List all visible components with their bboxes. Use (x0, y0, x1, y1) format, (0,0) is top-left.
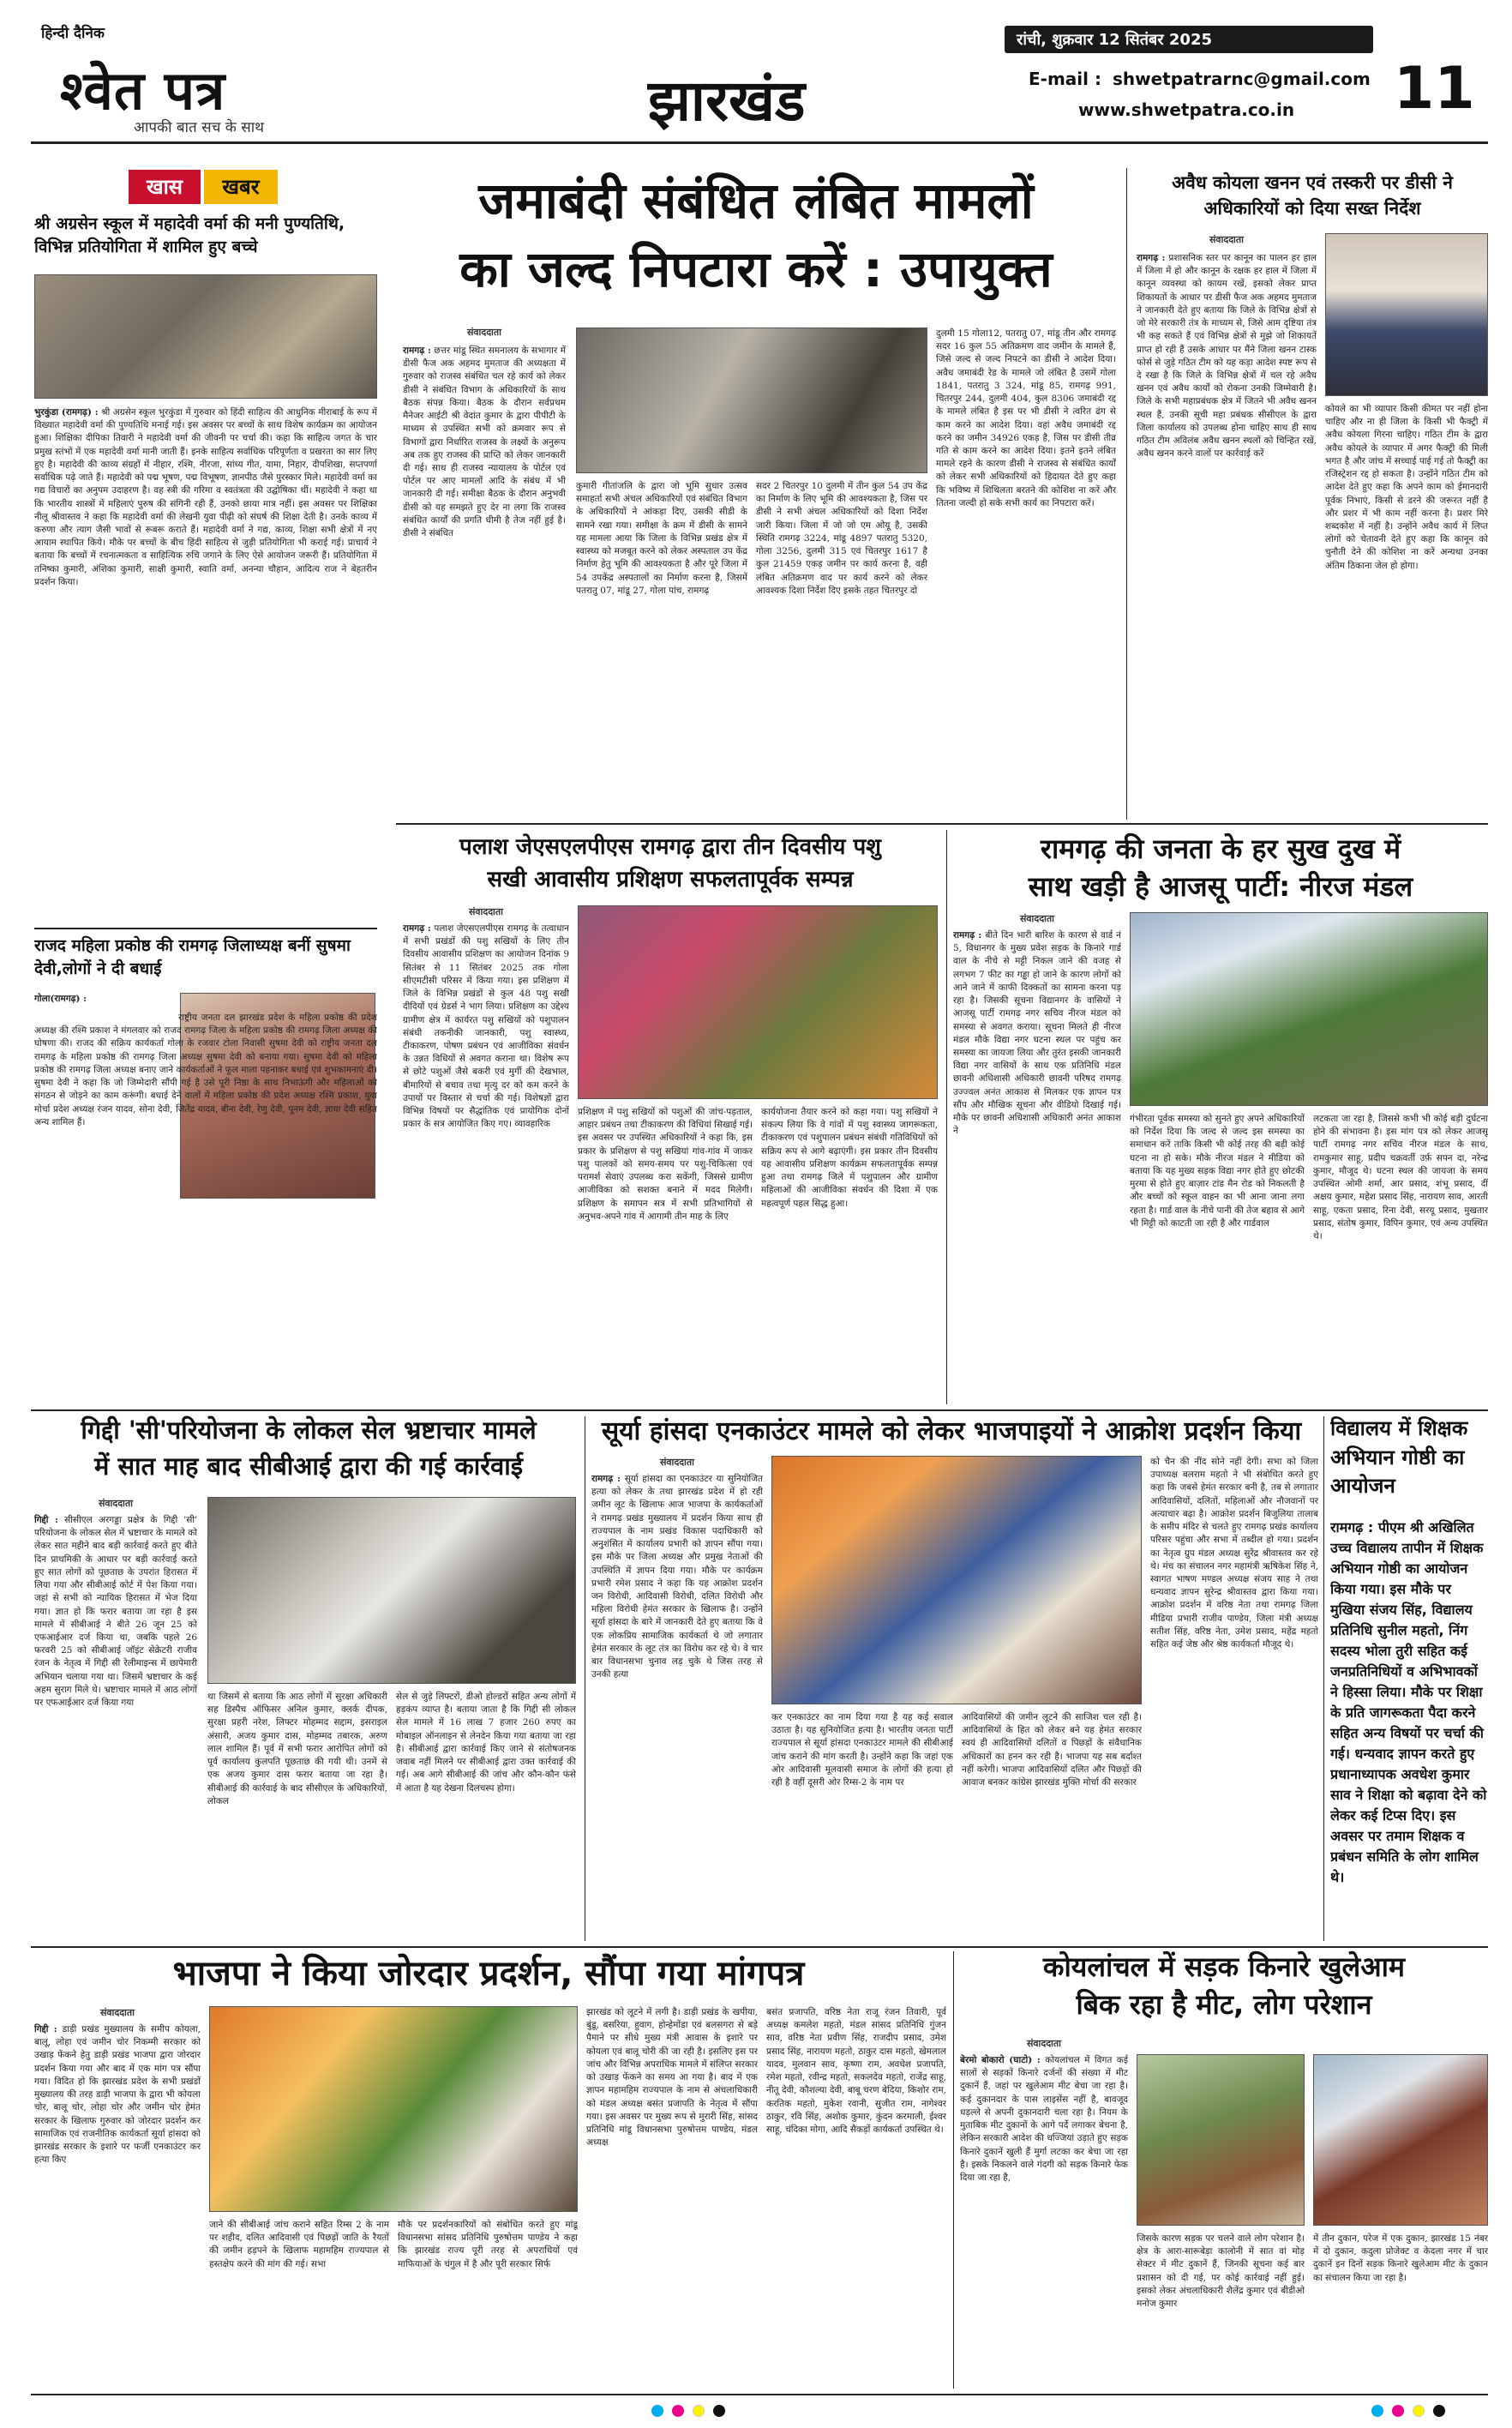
lead-col3: सदर 2 चितरपुर 10 दुलमी में तीन कुल 54 उप केंद्र का निर्माण के लिए भूमि की आवश्यकता है, जिस पर डीसी ने सभी अंचल अधिकारियों को दिशा निर्देश जारी किया। जिला में जो जो एम ओयू है, उसकी स्थिति रामगढ़ 3224, मांडू 4897 पतरातु 5320, गोला 3256, दुलमी 315 एवं चितरपुर 1617 है कुल 21459 एकड़ जमीन पर कार्य करना है, वही लंबित अतिक्रमण वाद पर कार्य करने को लेकर आवश्यक दिशा निर्देश दिए इसके तहत चितरपुर दो (756, 481, 927, 596)
article-b-body: राष्ट्रीय जनता दल झारखंड प्रदेश के महिला प्रकोष्ठ की प्रदेश अध्यक्ष की रश्मि प्रकाश ने मंगलवार को राजद रामगढ़ जिला के महिला प्रकोष्ठ की रामगढ़ जिला अध्यक्ष की घोषणा की। राजद की सक्रिय कार्यकर्ता गोला के रजवार टोला निवासी सुषमा देवी को राष्ट्रीय जनता दल रामगढ़ के महिला प्रकोष्ठ की रामगढ़ जिला अध्यक्ष सुषमा देवी को बनाया गया। सुषमा देवी को महिला प्रकोष्ठ की रामगढ़ जिला अध्यक्ष बनाए जाने कार्यकर्ताओं ने फूल माला पहनाकर बधाई एवं शुभकामनाएं दी। सुषमा देवी ने कहा कि जो जिम्मेदारी सौंपी गई है उसे पूरी निष्ठा के साथ निभाऊंगी और महिलाओं को संगठन से जोड़ने का काम करूंगी। बधाई देने वालों में महिला प्रकोष्ठ की प्रदेश अध्यक्ष रश्मि प्रकाश, युवा मोर्चा प्रदेश अध्यक्ष रंजन यादव, सोना देवी, जितेंद्र यादव, बीना देवी, रेणु देवी, पूनम देवी, ज्ञाया देवी सहित अन्य शामिल हैं। (34, 1013, 377, 1127)
surya-headline: सूर्या हांसदा एनकाउंटर मामले को लेकर भाजपाइयों ने आक्रोश प्रदर्शन किया (601, 1416, 1302, 1446)
bjp-col2: जाने की सीबीआई जांच कराने सहित रिम्स 2 के नाम पर शहीद, दलित आदिवासी एवं पिछड़ों जाति के रैयतों की जमीन हड़पने के खिलाफ महामहिम राज्यपाल से हस्तक्षेप करने की मांग की गई। सभा (209, 2220, 389, 2269)
dc-byline: संवाददाता (1209, 234, 1245, 245)
bjp-col1-text: डाड़ी प्रखंड मुख्यालय के समीप कोयला, बालू, लोहा एवं जमीन चोर निकम्मी सरकार को उखाड़ फेंकने हेतु डाड़ी प्रखंड भाजपा द्वारा जोरदार प्रदर्शन किया गया और बाद में एक मांग पत्र सौंपा गया। विदित हो कि झारखंड प्रदेश के सभी प्रखंडों मुख्यालय की तरह डाड़ी भाजपा के द्वारा भी कोयला चोर, बालू चोर, लोहा चोर और जमीन चोर हेमंत सरकार के खिलाफ गुरुवार को जोरदार प्रदर्शन कर सामाजिक एवं राजनीतिक कार्यकर्ता सूर्या हांसदा को झारखंड सरकार के इशारे पर फर्जी एनकाउंटर कर हत्या किए (34, 2024, 201, 2166)
meat-col2: जिसके कारण सड़क पर चलने वाले लोग परेशान है। क्षेत्र के आरा-सारूबेड़ा कालोनी में सात वां मोड़ सेक्टर में मीट दुकानें हैं, जिनकी सूचना कई बार प्रशासन को दी गई, पर कोई कार्रवाई नहीं हुई। इसको लेकर अंचलाधिकारी शैलेंद्र कुमार एवं बीडीओ मनोज कुमार (1137, 2233, 1305, 2310)
surya-lead: रामगढ़ : (591, 1474, 621, 1484)
registration-dot-8 (1433, 2405, 1445, 2417)
tag-khabar: खबर (204, 170, 278, 204)
article-a-text: श्री अग्रसेन स्कूल भुरकुंडा में गुरुवार को हिंदी साहित्य की आधुनिक मीराबाई के रूप में विख्यात महादेवी वर्मा की पुण्यतिथि मनाई गई। इस अवसर पर बच्चों के साथ विशेष कार्यक्रम का आयोजन हुआ। शिक्षिका दीपिका तिवारी ने महादेवी वर्मा की जीवनी पर चर्चा की। कहा कि साहित्य जगत के चार प्रमुख स्तंभों में एक महादेवी वर्मा मानी जाती हैं। इनके साहित्य सर्वाधिक परिपूर्णता व प्रखरता का सार लिए हुए है। महादेवी की काव्य संग्रहों में नीहार, रश्मि, नीरजा, सांध्य गीत, यामा, निहार, दीपशिखा, सप्तपर्णा सर्वाधिक पढ़े जाते हैं। महादेवी को पद्म भूषण, पद्म विभूषण, ज्ञानपीठ जैसे पुरस्कार मिले। महादेवी वर्मा का गद्य विचारों का अनुपम उदाहरण है। वह स्त्री की गरिमा व स्वतंत्रता की उद्घोषिका थीं। महादेवी ने कहा था कि भारतीय शास्त्रों में महिलाएं पुरुष की संगिनी रही हैं, उनको छाया मात्र नहीं। इस अवसर पर शिक्षिका नीलू श्रीवास्तव ने कहा कि महादेवी वर्मा की लेखनी युवा पीढ़ी को संघर्ष की शिक्षा देती है। उनके काव्य में करुणा और त्याग जैसी भावों से रूबरू कराते हैं। महादेवी वर्मा ने गद्य, काव्य, शिक्षा सभी क्षेत्रों में नए आयाम स्थापित किये। मौके पर बच्चों के बीच हिंदी साहित्य से जुड़ी प्रतियोगिता भी कराई गई। प्राचार्य ने बताया कि बच्चों में रचनात्मकता व साहित्यिक रुचि जगाने के लिए ऐसे आयोजन जरूरी हैं। प्रतियोगिता में तनिष्का कुमारी, अंशिका कुमारी, साक्षी कुमारी, स्वाति वर्मा, अनन्या चौहान, आदित्य राज ने बेहतरीन प्रदर्शन किया। (34, 407, 377, 587)
ajsu-lead: रामगढ़ : (953, 930, 982, 941)
bjp-lead: गिद्दी : (34, 2024, 57, 2034)
giddi-col2: था जिसमें से बताया कि आठ लोगों में सुरक्षा अधिकारी सह डिस्पैच ऑफिसर अनिल कुमार, क्लर्क दीपक, सुरक्षा प्रहरी नरेश, लिफ्टर मोहम्मद सद्दाम, इसराइल अंसारी, अजय कुमार दास, मोहम्मद तबारक, अरुण लाल शामिल हैं। पूर्व में सभी फरार आरोपित लोगों को पूर्व कार्यालय कुलपति पूछताछ की गयी थी। उनमें से एक अजय कुमार दास फरार बताया जा रहा है। सीबीआई की कार्रवाई के बाद सीसीएल के अधिकारियों, लोकल (207, 1692, 387, 1806)
meat-headline-line1: कोयलांचल में सड़क किनारे खुलेआम (1042, 1950, 1406, 1983)
masthead-label-top: हिन्दी दैनिक (41, 25, 105, 42)
registration-marks-right (1371, 2404, 1454, 2420)
meat-col3: में तीन दुकान, परेज में एक दुकान, झारखंड 15 नंबर में दो दुकान, कदुला प्रोजेक्ट व केदला नगर में चार दुकानें इन दिनों सड़क किनारे खुलेआम मीट के दुकान का संचालन किया जा रहा है। (1313, 2233, 1488, 2283)
registration-dot-3 (693, 2405, 705, 2417)
bjp-byline: संवाददाता (99, 2007, 135, 2018)
giddi-lead: गिद्दी : (34, 1515, 58, 1525)
ajsu-col2: गंभीरता पूर्वक समस्या को सुनते हुए अपने अधिकारियों को निर्देश दिया कि जल्द से जल्द इस समस्या का समाधान करें ताकि किसी भी कोई तरह की बड़ी कोई घटना ना हो सके। मौके नीरज मंडल ने मीडिया को बताया कि यह मुख्य सड़क विद्या नगर होते हुए छोटकी मुरमा से होते हुए बाज़ार टांड मैन रोड को निकलती है और बच्चों को स्कूल वाहन का भी आना जाना लगा रहता है। गार्ड वाल के नीचे पानी की तेज बहाव से आगे भी मिट्टी को काटती जा रही है और गार्डवाल (1130, 1114, 1305, 1229)
surya-photo (771, 1456, 1142, 1704)
surya-col1-text: सूर्या हांसदा का एनकाउंटर या सुनियोजित हत्या को लेकर के तथा झारखंड प्रदेश में हो रही जमीन लूट के खिलाफ आज भाजपा के कार्यकर्ताओं ने रामगढ़ प्रखंड मुख्यालय में प्रदर्शन किया साथ ही राज्यपाल के नाम प्रखंड विकास पदाधिकारी को अनुशंसित में कार्यालय प्रभारी को ज्ञापन सौंपा गया। इस मौके पर जिला अध्यक्ष और प्रमुख नेताओं की उपस्थिति में ज्ञापन दिया गया। मौके पर कार्यक्रम प्रभारी रमेश प्रसाद ने कहा कि यह आक्रोश प्रदर्शन जन विरोधी, आदिवासी विरोधी, दलित विरोधी और महिला विरोधी हेमंत सरकार के खिलाफ है। उन्होंने सूर्या हांसदा के बारे में जानकारी देते हुए बताया कि वे एक लोकप्रिय सामाजिक कार्यकर्ता थे जो लगातार हेमंत सरकार के लूट तंत्र का विरोध कर रहे थे। वे चार बार विधानसभा चुनाव लड़ चुके थे जिस तरह से उनकी हत्या (591, 1474, 763, 1680)
giddi-col1 (34, 1514, 197, 1941)
palash-photo (578, 905, 938, 1099)
meat-col1 (960, 2054, 1128, 2387)
lead-headline-line2: का जल्द निपटारा करें : उपायुक्त (459, 240, 1053, 298)
ajsu-col1 (953, 929, 1121, 1403)
palash-col3: कार्ययोजना तैयार करने को कहा गया। पशु सखियों ने संकल्प लिया कि वे गांवों में पशु स्वास्थ्य जागरूकता, टीकाकरण एवं पशुपालन प्रबंधन संबंधी गतिविधियों को सक्रिय रूप से आगे बढ़ाएंगी। इस प्रकार तीन दिवसीय यह आवासीय प्रशिक्षण कार्यक्रम सफलतापूर्वक सम्पन्न हुआ तथा रामगढ़ जिले में पशुपालन और ग्रामीण महिलाओं की आजीविका संवर्धन की दिशा में एक महत्वपूर्ण पहल सिद्ध हुआ। (761, 1107, 938, 1209)
palash-col2: प्रशिक्षण में पशु सखियों को पशुओं की जांच-पड़ताल, आहार प्रबंधन तथा टीकाकरण की विधियां सिखाई गई। इस अवसर पर उपस्थित अधिकारियों ने कहा कि, इस प्रकार के प्रशिक्षण से पशु सखियां गांव-गांव में जाकर पशु पालकों को समय-समय पर पशु-चिकित्सा एवं परामर्श सेवाएं उपलब्ध करा सकेंगी, जिससे ग्रामीण आजीविका को सशक्त बनाने में मदद मिलेगी। प्रशिक्षण के समापन सत्र में सभी प्रतिभागियों से अनुभव-अपने गांव में आगामी तीन माह के लिए (578, 1107, 753, 1222)
footer-rule (31, 2394, 1488, 2395)
palash-col1 (403, 923, 569, 1403)
lead-col4: दुलमी 15 गोला12, पतरातु 07, मांडू तीन और रामगढ़ सदर 16 कुल 55 अतिक्रमण वाद जमीन के मामले हैं, जिसे जल्द से जल्द निपटने का डीसी ने आदेश दिया। अवैध जमाबंदी रेड के मामले जो लंबित है उसमें गोला 1841, पतरातु 3 324, मांडू 85, रामगढ़ 991, चितरपुर 244, दुलमी 404, कुल 8306 जमाबंदी रद्द के मामले लंबित है इस पर भी डीसी ने त्वरित ढंग से काम करने का आदेश दिया। वहां अवैध जमाबंदी रद्द करने का जमीन 34926 एकड़ है, जिस पर डीसी तीव्र गति से काम करने का आदेश दिया। इतने इतने लंबित मामले रहने के कारण डीसी ने राजस्व से संबंधित कार्यों को लेकर सभी अधिकारियों को हिदायत देते हुए कहा कि भविष्य में शिथिलता बरतने की कोशिश ना करें और तितना जल्दी हो सके सभी कार्य का निपटारा करें। (936, 328, 1116, 508)
surya-byline: संवाददाता (659, 1457, 695, 1468)
ajsu-vert-rule (946, 830, 947, 1404)
bjp-photo (209, 2006, 578, 2212)
website-link[interactable]: www.shwetpatra.co.in (1078, 99, 1295, 120)
left-divider (34, 928, 377, 929)
lead-byline: संवाददाता (466, 327, 502, 338)
masthead-tagline: आपकी बात सच के साथ (134, 119, 265, 136)
meat-dateline: बेरमो बोकारो (घाटो) : (960, 2055, 1041, 2065)
ajsu-headline-line2: साथ खड़ी है आजसू पार्टी: नीरज मंडल (1028, 870, 1413, 903)
email-link[interactable]: shwetpatrarnc@gmail.com (1113, 69, 1371, 89)
ajsu-headline-line1: रामगढ़ की जनता के हर सुख दुख में (1040, 832, 1401, 865)
ajsu-byline: संवाददाता (1019, 913, 1055, 924)
palash-col1-text: पलाश जेएसएलपीएस रामगढ़ के तत्वाधान में सभी प्रखंडों की पशु सखियों के लिए तीन दिवसीय आवासीय प्रशिक्षण का आयोजन दिनांक 9 सितंबर से 11 सितंबर 2025 तक गोला सीएमटीसी परिसर में किया गया। इस प्रशिक्षण में जिले के विभिन्न प्रखंडों से कुल 48 पशु सखी दीदियों एवं ग्रेडर्स ने भाग लिया। प्रशिक्षण का उद्देश्य ग्रामीण क्षेत्र में कार्यरत पशु सखियों को पशुपालन संबंधी तकनीकी जानकारी, पशु स्वास्थ्य, टीकाकरण, पोषण प्रबंधन एवं आजीविका संवर्धन के उन्नत विधियों से अवगत कराना था। विशेष रूप से छोटे पशुओं जैसे बकरी एवं मुर्गी की देखभाल, बीमारियों से बचाव तथा मृत्यु दर को कम करने के उपायों पर विस्तार से चर्चा की गई। विशेषज्ञों द्वारा विभिन्न विषयों पर सैद्धांतिक एवं प्रायोगिक दोनों प्रकार के सत्र आयोजित किए गए। व्यावहारिक (403, 923, 569, 1130)
bjp-col5: बसंत प्रजापति, वरिष्ठ नेता राजू रंजन तिवारी, पूर्व अध्यक्ष कमलेश महतो, मंडल सांसद प्रतिनिधि गुंजन साव, वरिष्ठ नेता प्रवीण सिंह, राजदीप प्रसाद, उमेश प्रसाद सिंह, नारायण महतो, ठाकुर दास महतो, खेमलाल यादव, मुलवान साव, कृष्णा राम, अवधेश प्रजापति, रमेश महतो, रवीन्द्र महतो, सकलदेव महतो, राजेंद्र साहू, नीतू देवी, कौशल्या देवी, बाबू चरण बेदिया, किशोर राम, करतिक महतो, मुकेश रवानी, सुजीत राम, नागेश्वर ठाकुर, रवि सिंह, अशोक कुमार, कुंदन करमाली, ईश्वर साहू, चंदिका मोगा, आदि सैकड़ों कार्यकर्ता उपस्थित थे। (766, 2007, 946, 2135)
giddi-col1-text: सीसीएल अरगड्डा प्रक्षेत्र के गिद्दी 'सी' परियोजना के लोकल सेल में भ्रष्टाचार के मामले को लेकर सात महीने बाद बड़ी कार्रवाई करते हुए बीते दिन प्राथमिकी के आधार पर बड़ी कार्रवाई करते हुए सात लोगों को पूछताछ के उपरांत हिरासत में लिया गया और सीबीआई कोर्ट में पेश किया गया। जहां से सभी को न्यायिक हिरासत में भेज दिया गया। ज्ञात हो कि फरार बताया जा रहा है इस मामले में सीबीआई ने बीते 26 जून 25 को एफआईआर दर्ज किया था, जबकि पहले 26 फरवरी 25 को सीबीआई जॉइंट सेक्रेटरी राजीव रंजन के नेतृत्व में गिद्दी सी रेलीमाइन्स में छापेमारी अभियान चलाया गया था। जिसमें भ्रष्टाचार के कई अहम सुराग मिले थे। भ्रष्टाचार मामले में आठ लोगों पर एफआईआर दर्ज किया गया (34, 1515, 197, 1709)
registration-dot-2 (672, 2405, 684, 2417)
registration-dot-4 (713, 2405, 725, 2417)
registration-marks-left (651, 2404, 734, 2420)
dc-lead: रामगढ़ : (1137, 253, 1166, 263)
meat-col1-text: कोयलांचल में विगत कई सालों से सड़कों किनारे दर्जनों की संख्या में मीट दुकानें हैं, जहां पर खुलेआम मीट बेचा जा रहा है। कई दुकानदार के पास लाइसेंस नहीं है, बावजूद धड़ल्ले से अपनी दुकानदारी चला रहा है। नियम के मुताबिक मीट दुकानों के आगे पर्दे लगाकर बेचना है, लेकिन सरकारी आदेश की धज्जियां उड़ाते हुए सड़क किनारे दुकानें खुली हैं मुर्गा लटका कर बेचा जा रहा है। इसके निकलने वाले गंदगी को सड़क किनारे फेक दिया जा रहा है, (960, 2055, 1128, 2183)
bjp-headline: भाजपा ने किया जोरदार प्रदर्शन, सौंपा गया मांगपत्र (172, 1954, 805, 1993)
bjp-col1 (34, 2023, 201, 2387)
khas-khabar-tag (129, 170, 278, 204)
right-vert-rule (1126, 168, 1127, 820)
lead-photo (576, 328, 927, 473)
ajsu-col3: लटकता जा रहा है, जिससे कभी भी कोई बड़ी दुर्घटना होने की संभावना है। इस मांग पत्र को लेकर आजसू पार्टी रामगढ़ नगर सचिव नीरज मंडल के साथ, रामकुमार साहू, प्रदीप चक्रवर्ती उर्फ़ सपन दा, नरेन्द्र कुमार, मौजूद थे। घटना स्थल की जायजा के समय उपस्थित ओमी शर्मा, आर प्रसाद, शंभू प्रसाद, दीं अक्षय कुमार, महेश प्रसाद सिंह, नारायण साव, आरती साहू, एकता प्रसाद, रिना देवी, सरयू प्रसाद, मुखतार प्रसाद, संतोष कुमार, विपिन कुमार, एवं अन्य उपस्थित थे। (1313, 1114, 1488, 1241)
article-a-body (34, 406, 377, 921)
dc-headline: अवैध कोयला खनन एवं तस्करी पर डीसी ने अधिकारियों को दिया सख्त निर्देश (1172, 172, 1453, 219)
surya-col4: को चैन की नींद सोने नहीं देगी। सभा को जिला उपाध्यक्ष बलराम महतो ने भी संबोधित करते हुए कहा कि जबसे हेमंत सरकार बनी है, तब से लगातार आदिवासियों, दलितों, महिलाओं और नौजवानों पर अत्याचार बढ़ा है। आक्रोश प्रदर्शन बिजुलिया तालाब के समीप मंदिर से चलते हुए रामगढ़ प्रखंड कार्यालय परिसर पहुंचा और सभा में तब्दील हो गया। प्रदर्शन का नेतृत्व ग्रुप मंडल अध्यक्ष सुरेंद्र श्रीवास्तव कर रहे थे। मंच का संचालन नगर महामंत्री ऋषिकेश सिंह ने, स्वागत भाषण मण्डल अध्यक्ष संजय साह ने तथा धन्यवाद ज्ञापन सुरेन्द्र श्रीवास्तव द्वारा किया गया। आक्रोश प्रदर्शन में वरिष्ठ नेता तथा रामगढ़ जिला मीडिया प्रभारी राजीव पाण्डेय, जिला मंत्री अध्यक्ष सतीश सिंह, वरिष्ठ नेता, उमेश प्रसाद, महेंद्र महतो सहित कई जेष्ठ और श्रेष्ठ कार्यकर्ता मौजूद थे। (1150, 1457, 1318, 1650)
email-label: E-mail : (1029, 69, 1101, 89)
section-title: झारखंड (648, 68, 806, 134)
article-a-headline: श्री अग्रसेन स्कूल में महादेवी वर्मा की मनी पुण्यतिथि, विभिन्न प्रतियोगिता में शामिल हुए बच्चे (34, 214, 345, 256)
palash-top-rule (396, 823, 1488, 825)
dc-photo (1325, 233, 1488, 396)
dc-col1 (1137, 252, 1317, 814)
giddi-byline: संवाददाता (98, 1498, 134, 1509)
dateline: रांची, शुक्रवार 12 सितंबर 2025 (1017, 31, 1212, 49)
giddi-photo (207, 1497, 576, 1684)
vidyalaya-text: पीएम श्री अखिलित उच्च विद्यालय तापीन में शिक्षक अभियान गोष्ठी का आयोजन किया गया। इस मौके पर मुखिया संजय सिंह, विद्यालय प्रतिनिधि सुनील महतो, निंग सदस्य भोला तुरी सहित कई जनप्रतिनिधियों व अभिभावकों ने हिस्सा लिया। मौके पर शिक्षा के प्रति जागरूकता पैदा करने सहित अन्य विषयों पर चर्चा की गई। धन्यवाद ज्ञापन करते हुए प्रधानाध्यापक अवधेश कुमार साव ने शिक्षा को बढ़ावा देने को लेकर कई टिप्स दिए। इस अवसर पर तमाम शिक्षक व प्रबंधन समिति के लोग शामिल थे। (1330, 1519, 1487, 1885)
giddi-headline-line2: में सात माह बाद सीबीआई द्वारा की गई कार्रवाई (94, 1451, 523, 1481)
meat-vert-rule (953, 1951, 954, 2389)
registration-dot-1 (651, 2405, 663, 2417)
palash-byline: संवाददाता (468, 906, 504, 917)
page-number: 11 (1394, 55, 1475, 123)
meat-photo-1 (1137, 2054, 1305, 2226)
meat-photo-2 (1313, 2054, 1488, 2226)
article-a-photo (34, 274, 377, 399)
meat-byline: संवाददाता (1026, 2038, 1062, 2049)
lead-headline-line1: जमाबंदी संबंधित लंबित मामलों (478, 171, 1034, 230)
surya-col2: कर एनकाउंटर का नाम दिया गया है यह कई सवाल उठाता है। यह सुनियोजित हत्या है। भारतीय जनता पार्टी राज्यपाल से सूर्या हांसदा एनकाउंटर मामले की सीबीआई जांच कराने की मांग करती है। उन्होंने कहा कि जहां एक ओर आदिवासी मूलवासी समाज के लोगों की हत्या हो रही है वहीं दूसरी ओर रिम्स-2 के नाम पर (771, 1712, 953, 1788)
registration-dot-5 (1371, 2405, 1383, 2417)
giddi-headline-line1: गिद्दी 'सी'परियोजना के लोकल सेल भ्रष्टाचार मामले (81, 1415, 537, 1445)
tag-khas: खास (129, 170, 201, 204)
bjp-col4: झारखंड को लूटने में लगी है। डाड़ी प्रखंड के खपीया, बुंडू, बसरिया, हुवाग, होन्हेमोंडा एवं बलसगरा से बड़े पैमाने पर सीधे मुख्य मंत्री आवास के इशारे पर कोयला एवं बालू चोरी की जा रही है। इसलिए इस पर जांच और विभिन्न अपराधिक मामले में संलिप्त सरकार को उखाड़ फेंकने का समय आ गया है। बाद में एक ज्ञापन महामहिम राज्यपाल के नाम से अंचलाधिकारी को मंडल अध्यक्ष बसंत प्रजापति के नेतृत्व में सौंपा गया। इस अवसर पर मुख्य रूप से मुरारी सिंह, सांसद प्रतिनिधि मांडू विधानसभा पुरुषोत्तम पाण्डेय, मंडल अध्यक्ष (586, 2007, 758, 2149)
ajsu-photo (1130, 912, 1488, 1106)
lead-col1 (403, 345, 566, 808)
palash-headline-line2: सखी आवासीय प्रशिक्षण सफलतापूर्वक सम्पन्न (487, 867, 854, 892)
meat-headline-line2: बिक रहा है मीट, लोग परेशान (1076, 1988, 1372, 2021)
ajsu-col1-text: बीते दिन भारी बारिश के कारण से वार्ड नं 5, विधानगर के मुख्य प्रवेश सड़क के किनारे गार्ड वाल के नीचे से मट्टी निकल जाने की वजह से लगभग 7 फीट का गड्ढा हो जाने के कारण लोगों को आने जाने में काफी दिक्कतों का सामना करना पड़ रहा है। जिसकी सूचना विद्यानगर के वासियों ने आजसू पार्टी रामगढ़ नगर सचिव नीरज मंडल को समस्या से अवगत कराया। सूचना मिलते ही नीरज मंडल मौके विद्या नगर घटना स्थल पर पहुंच कर समस्या का जायजा लिया और तुरंत इसकी जानकारी विद्या नगर वासियों के साथ एक प्रतिनिधि मंडल छावनी अधिशासी अधिकारी छावनी परिषद रामगढ़ उज्ज्वल अनंत आकाश से मिलकर एक ज्ञापन पत्र सौंप और मौखिक सूचना और वीडियो दिखाई गई। मौके पर छावनी अधिशासी अधिकारी अनंत आकाश ने (953, 930, 1121, 1137)
surya-col1 (591, 1473, 763, 1941)
vidyalaya-body (1330, 1518, 1488, 1941)
article-b-lead: गोला(रामगढ़) : (34, 994, 87, 1004)
lead-col2: कुमारी गीतांजलि के द्वारा जो भूमि सुधार उत्सव समाहर्ता सभी अंचल अधिकारियों एवं संबंधित विभाग के अधिकारियों ने आंकड़ा दिए, उसकी सीडी के सामने रखा गया। समीक्षा के क्रम में डीसी के सामने यह मामला आया कि जिला के विभिन्न प्रखंड क्षेत्र में स्वास्थ्य को मजबूत करने को लेकर अस्पताल उप केंद्र निर्माण हेतु भूमि की आवश्यकता है और पूरे जिला में 54 उपकेंद्र अस्पतालों का निर्माण करना है, जिसमें पतरातु 07, मांडू 27, गोला पांच, रामगढ़ (576, 481, 747, 596)
lead-col1-text: छत्तर मांडू स्थित समनालय के सभागार में डीसी फैज अक अहमद मुमताज की अध्यक्षता में गुरुवार को राजस्व संबंधित चल रहे कार्य को लेकर डीसी ने संबंधित विभाग के अधिकारियों के साथ बैठक संपन्न किया। बैठक के दौरान सर्वप्रथम मैनेजर आईटी श्री वेदांत कुमार के द्वारा पीपीटी के माध्यम से उपस्थित सभी को क्रमवार रूप से विभागों द्वारा निर्धारित राजस्व के लक्ष्यों के अनुरूप अब तक हुए राजस्व की प्राप्ति को लेकर जानकारी दी गई। साथ ही राजस्व न्यायालय के पोर्टल एवं पोर्टल पर आए मामलों आदि के संबंध में भी जानकारी दी गई। समीक्षा बैठक के दौरान अनुभवी डीसी को यह समझते हुए देर ना लगा कि राजस्व संबंधित कार्यों की प्रगति धीमी है तेज नहीं हुई है। डीसी ने संबंधित (403, 346, 566, 539)
dc-col1-text: प्रशासनिक स्तर पर कानून का पालन हर हाल में जिला में हो और कानून के रक्षक हर हाल में जिला में कानून व्यवस्था को कायम रखें, इसको लेकर प्राप्त शिकायतों के आधार पर डीसी फैज अक अहमद मुमताज ने जानकारी देते हुए बताया कि जिले के विभिन्न क्षेत्रों से जो मेरे सरकारी तंत्र के माध्यम से, जिसे आम दृष्टिया तंत्र भी कह सकते हैं एवं विभिन्न क्षेत्रों से मुझे जो शिकायतें प्राप्त हो रही हैं उसके आधार पर मैंने जिला खनन टास्क फोर्स से जुड़े गठित टीम को यह कड़ा आदेश स्पष्ट रूप से दे रखा है कि जिले के विभिन्न क्षेत्रों में चल रहे अवैध खनन एवं अवैध कार्यों को रोकना उनकी जिम्मेवारी है। जिले के सभी महाप्रबंधक क्षेत्र में जितने भी अवैध खनन स्थल हैं, उनकी सूची महा प्रबंधक सीसीएल के द्वारा जिला कार्यालय को उपलब्ध होना चाहिए साथ ही साथ गठित टीम अविलंब अवैध खनन स्थलों को चिन्हित रखें, अवैध खनन करने वालों पर कार्रवाई करें (1137, 253, 1317, 460)
vidyalaya-lead: रामगढ़ : (1330, 1519, 1374, 1536)
article-b-headline: राजद महिला प्रकोष्ठ की रामगढ़ जिलाध्यक्ष बनीं सुषमा देवी,लोगों ने दी बधाई (34, 936, 351, 978)
masthead (31, 15, 1488, 140)
vidyalaya-headline: विद्यालय में शिक्षक अभियान गोष्ठी का आयोजन (1330, 1416, 1468, 1499)
newspaper-title: श्वेत पत्र (60, 59, 226, 122)
masthead-rule (31, 141, 1488, 144)
bjp-col3: मौके पर प्रदर्शनकारियों को संबोधित करते हुए मांडू विधानसभा सांसद प्रतिनिधि पुरुषोत्तम पाण्डेय ने कहा कि झारखंड राज्य पूरी तरह से अपराधियों एवं माफियाओं के चंगुल में है और पूरी सरकार सिर्फ (398, 2220, 578, 2269)
bottom-rule (31, 1946, 1488, 1948)
vidyalaya-vert-rule (1323, 1416, 1324, 1941)
palash-lead: रामगढ़ : (403, 923, 431, 934)
dc-col2: कोयले का भी व्यापार किसी कीमत पर नहीं होना चाहिए और ना ही जिला के किसी भी फैक्ट्री में अवैध कोयला गिरना चाहिए। गठित टीम के द्वारा अवैध कोयले के व्यापार में अगर फैक्ट्री की मिली भगत है और जांच में सच्चाई पाई गई तो फैक्ट्री का रजिस्ट्रेशन रद्द हो सकता है। उन्होंने गठित टीम को आदेश देते हुए कहा कि अपने काम को ईमानदारी पूर्वक निभाएं, किसी से डरने की जरूरत नहीं है और प्रशर में भी काम नहीं करना है। प्रशर मिरे शब्दकोश में नहीं है। उन्होंने अवैध कार्य में लिप्त लोगों को चेतावनी देते हुए कहा कि कानून को चुनौती देने की कोशिश ना करें अन्यथा उनका अंतिम ठिकाना जेल हो होगा। (1325, 404, 1488, 571)
registration-dot-6 (1392, 2405, 1404, 2417)
giddi-col3: सेल से जुड़े लिफ्टरों, डीओ होल्डरों सहित अन्य लोगों में हड़कंप व्याप्त है। बताया जाता है कि गिद्दी सी लोकल सेल मामले में 16 लाख 7 हजार 260 रुपए का मोबाइल ऑनलाइन से लेनदेन किया गया बताया जा रहा है। सीबीआई द्वारा कार्रवाई किए जाने से संतोषजनक जवाब नहीं मिलने पर सीबीआई द्वारा उक्त कार्रवाई की गई। अब आगे सीबीआई की जांच और कौन-कौन फंसे में आता है यह देखना दिलचस्प होगा। (396, 1692, 576, 1794)
surya-col3: आदिवासियों की जमीन लूटने की साजिश चल रही है। आदिवासियों के हित को लेकर बने यह हेमंत सरकार स्वयं ही आदिवासियों दलितों व पिछड़ों के संवैधानिक अधिकारों का हनन कर रही है। भाजपा यह सब बर्दाश्त नहीं करेगी। भाजपा आदिवासियों दलित और पिछड़ों की आवाज बनकर कांग्रेस झारखंड मुक्ति मोर्चा की सरकार (962, 1712, 1142, 1788)
article-a-lead: भुरकुंडा (रामगढ़) : (34, 407, 99, 418)
lead-lead: रामगढ़ : (403, 346, 431, 356)
middle-rule (31, 1409, 1488, 1411)
palash-headline-line1: पलाश जेएसएलपीएस रामगढ़ द्वारा तीन दिवसीय पशु (459, 834, 881, 860)
registration-dot-7 (1413, 2405, 1425, 2417)
